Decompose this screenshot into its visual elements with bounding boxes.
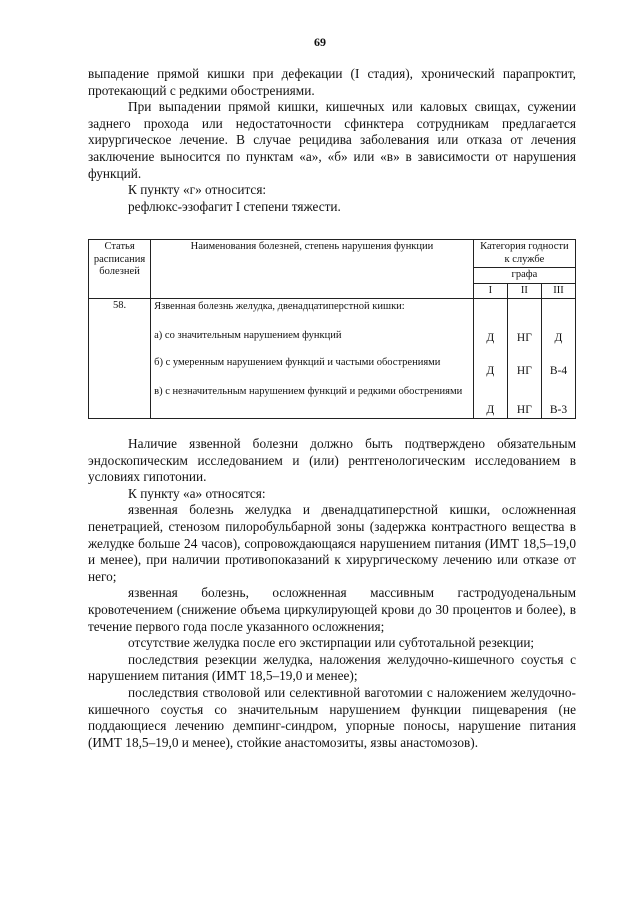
paragraph: выпадение прямой кишки при дефекации (I стадия), хронический парапроктит, протекающий с редкими обострениями. [88,66,576,98]
header-disease-name: Наименования болезней, степень нарушения функции [151,240,474,299]
header-col-1: I [473,283,507,299]
disease-item: б) с умеренным нарушением функций и частыми обострениями [154,357,441,368]
category-col-3 [541,299,575,419]
header-col-2: II [507,283,541,299]
category-value: Д [486,332,495,344]
header-graph: графа [473,268,575,284]
category-value: НГ [516,364,532,377]
paragraph: язвенная болезнь желудка и двенадцатиперстной кишки, осложненная пенетрацией, стенозом пилоробульбарной зоны (задержка контрастного вещества в желудке больше 24 часов), сопровождающаяся нарушением питания (ИМТ 18,5–19,0 и менее), при наличии противопоказаний к хирургическому лечению или отказе от него; [88,502,576,584]
category-value: НГ [516,404,532,416]
paragraph: отсутствие желудка после его экстирпации или субтотальной резекции; [128,635,535,651]
disease-schedule-table [88,239,576,419]
top-text-block [88,66,576,215]
table [88,239,576,419]
bottom-text-block [88,436,576,751]
category-value: Д [486,364,495,377]
disease-item: в) с незначительным нарушением функций и редкими обострениями [154,385,463,397]
paragraph: При выпадении прямой кишки, кишечных или каловых свищах, сужении заднего прохода или недостаточности сфинктера сотрудникам предлагается хирургическое лечение. В случае рецидива заболевания или отказа от лечения заключение выносится по пунктам «а», «б» или «в» в зависимости от нарушения функций. [88,99,576,181]
header-article: Статья расписания болезней [89,240,151,299]
category-value: НГ [516,332,532,344]
paragraph: К пункту «а» относятся: [128,485,266,501]
header-category: Категория годности к службе [473,240,575,268]
category-value: Д [486,404,495,416]
header-col-3: III [541,283,575,299]
category-value: В-4 [549,364,568,377]
category-value: Д [554,332,563,344]
disease-item: а) со значительным нарушением функций [154,329,342,341]
disease-title: Язвенная болезнь желудка, двенадцатиперстной кишки: [154,301,405,312]
paragraph: последствия резекции желудка, наложения желудочно-кишечного соустья с нарушением питания (ИМТ 18,5–19,0 и менее); [88,651,576,684]
paragraph: последствия стволовой или селективной ваготомии с наложением желудочно-кишечного соустья со значительным нарушением функции пищеварения (не поддающиеся лечению демпинг-синдром, упорные поносы, нарушение питания (ИМТ 18,5–19,0 и менее), стойкие анастомозиты, язвы анастомозов). [88,684,576,750]
article-number: 58. [89,299,151,419]
disease-cell [151,299,474,419]
paragraph: Наличие язвенной болезни должно быть подтверждено обязательным эндоскопическим исследованием и (или) рентгенологическим исследованием в условиях гипотонии. [88,436,576,485]
table-row [89,299,576,419]
page-number: 69 [314,35,326,49]
paragraph: язвенная болезнь, осложненная массивным гастродуоденальным кровотечением (снижение объема циркулирующей крови до 30 процентов и более), в течение первого года после указанного осложнения; [88,585,576,634]
category-col-2 [507,299,541,419]
paragraph: К пункту «г» относится: [128,182,267,198]
paragraph: рефлюкс-эзофагит I степени тяжести. [128,198,341,214]
category-col-1 [473,299,507,419]
category-value: В-3 [549,404,568,416]
